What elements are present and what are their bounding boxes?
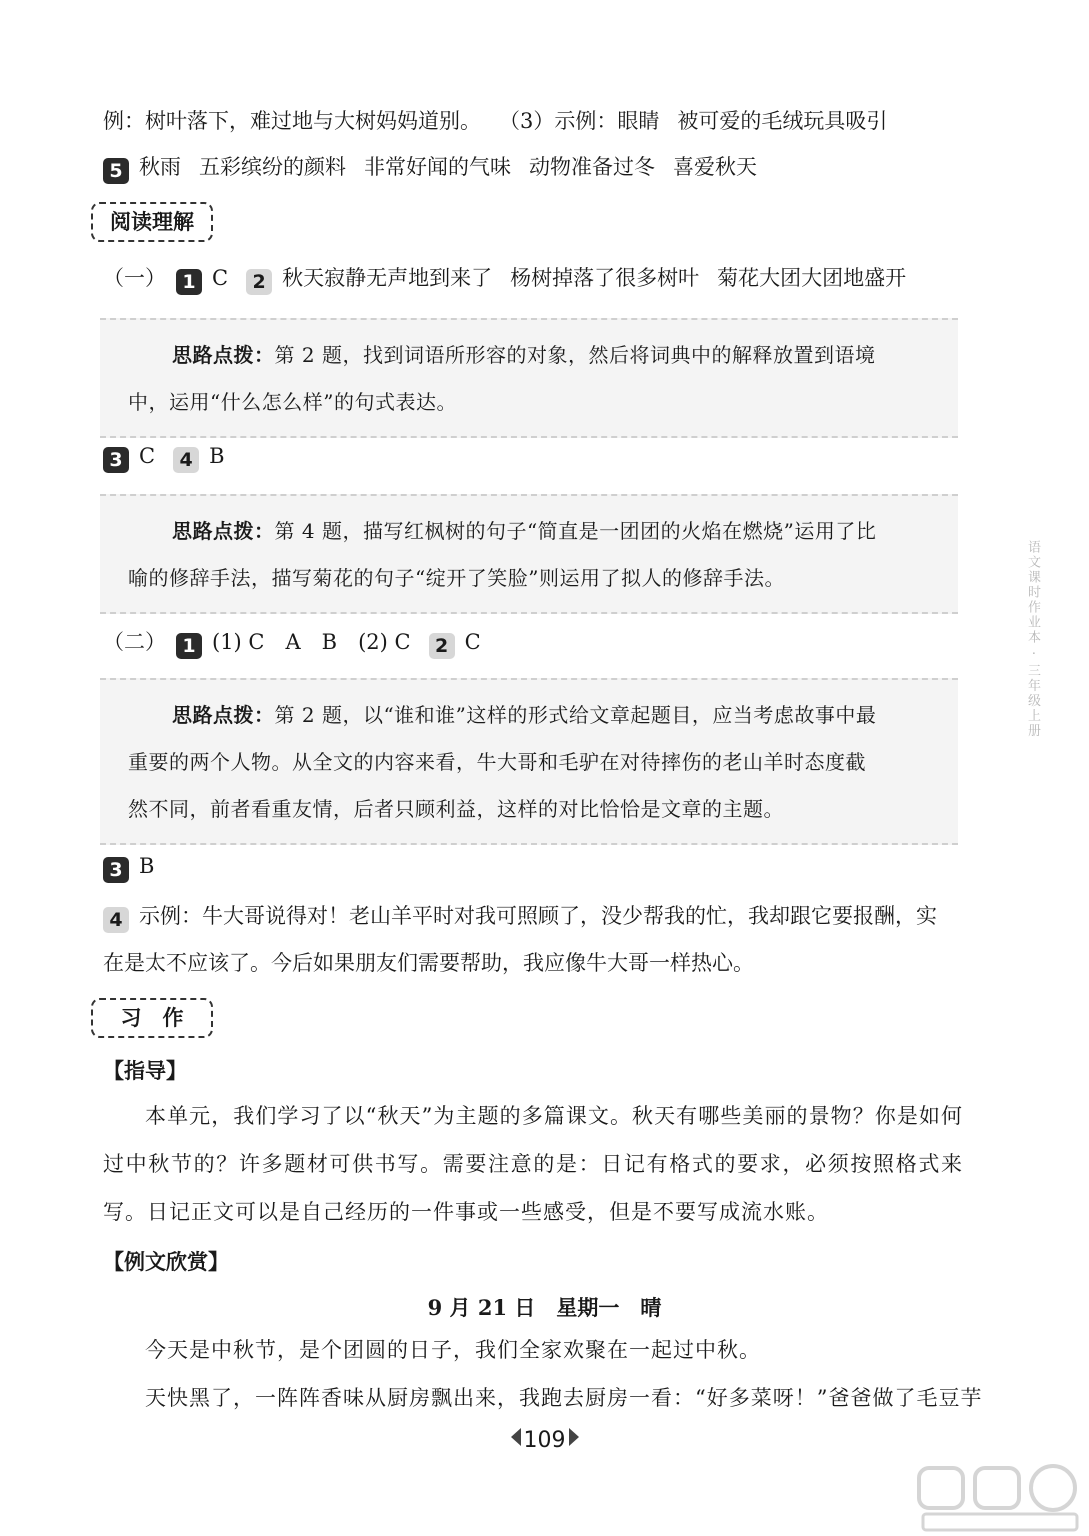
question-number-badge: 4 (103, 907, 129, 933)
question-number-badge: 4 (173, 447, 199, 473)
essay-paragraph-1: 今天是中秋节，是个团圆的日子，我们全家欢聚在一起过中秋。 (145, 1338, 761, 1362)
reading-part2-answer-4-line2: 在是太不应该了。今后如果朋友们需要帮助，我应像牛大哥一样热心。 (103, 951, 754, 975)
reading-part2-answers: （二） 1 (1) C A B (2) C 2 C (103, 630, 481, 657)
hint-box-3: 思路点拨：第 2 题，以“谁和谁”这样的形式给文章起题目，应当考虑故事中最 重要的两个人物。从全文的内容来看，牛大哥和毛驴在对待摔伤的老山羊时态度截 然不同，前者看重友情，后者只顾利益，这样的对比恰恰是文章的主题。 (100, 678, 958, 845)
question-number-badge: 2 (429, 633, 455, 659)
reading-part2-answer-3: 3 B (103, 854, 154, 883)
hint-box-2: 思路点拨：第 4 题，描写红枫树的句子“简直是一团团的火焰在燃烧”运用了比 喻的修辞手法，描写菊花的句子“绽开了笑脸”则运用了拟人的修辞手法。 (100, 494, 958, 614)
section-title-writing: 习 作 (91, 998, 213, 1038)
hint-label: 思路点拨： (172, 343, 275, 367)
watermark-logo (915, 1462, 1085, 1534)
side-tab: 语文课时作业本 · 三年级上册 (1025, 540, 1040, 739)
question-number-badge: 2 (246, 269, 272, 295)
sample-essay-title: 【例文欣赏】 (103, 1250, 229, 1274)
question-number-badge: 1 (176, 269, 202, 295)
question-number-badge: 1 (176, 633, 202, 659)
reading-part1-answers: （一） 1 C 2 秋天寂静无声地到来了 杨树掉落了很多树叶 菊花大团大团地盛开 (103, 266, 907, 293)
hint-label: 思路点拨： (172, 519, 275, 543)
reading-part1-answers-2: 3 C 4 B (103, 444, 225, 473)
question-number-badge: 3 (103, 857, 129, 883)
guide-paragraph: 本单元，我们学习了以“秋天”为主题的多篇课文。秋天有哪些美丽的景物？你是如何过中秋节的？许多题材可供书写。需要注意的是：日记有格式的要求，必须按照格式来写。日记正文可以是自己经历的一件事或一些感受，但是不要写成流水账。 (103, 1104, 963, 1224)
hint-label: 思路点拨： (172, 703, 275, 727)
essay-paragraph-2: 天快黑了，一阵阵香味从厨房飘出来，我跑去厨房一看：“好多菜呀！”爸爸做了毛豆芋 (145, 1386, 983, 1410)
reading-part2-answer-4-line1: 4 示例：牛大哥说得对！老山羊平时对我可照顾了，没少帮我的忙，我却跟它要报酬，实 (103, 900, 937, 933)
triangle-left-icon (511, 1428, 521, 1446)
question-5-answer: 5 秋雨 五彩缤纷的颜料 非常好闻的气味 动物准备过冬 喜爱秋天 (103, 151, 757, 184)
question-number-badge: 5 (103, 158, 129, 184)
hint-box-1: 思路点拨：第 2 题，找到词语所形容的对象，然后将词典中的解释放置到语境 中，运用“什么怎么样”的句式表达。 (100, 318, 958, 438)
answer-line-1: 例：树叶落下，难过地与大树妈妈道别。 （3）示例：眼睛 被可爱的毛绒玩具吸引 (103, 109, 888, 133)
guide-title: 【指导】 (103, 1059, 187, 1083)
diary-date: 9 月 21 日 星期一 晴 (427, 1295, 662, 1320)
page-number: 109 (0, 1428, 1089, 1453)
triangle-right-icon (569, 1428, 579, 1446)
section-title-reading: 阅读理解 (91, 202, 213, 242)
question-number-badge: 3 (103, 447, 129, 473)
